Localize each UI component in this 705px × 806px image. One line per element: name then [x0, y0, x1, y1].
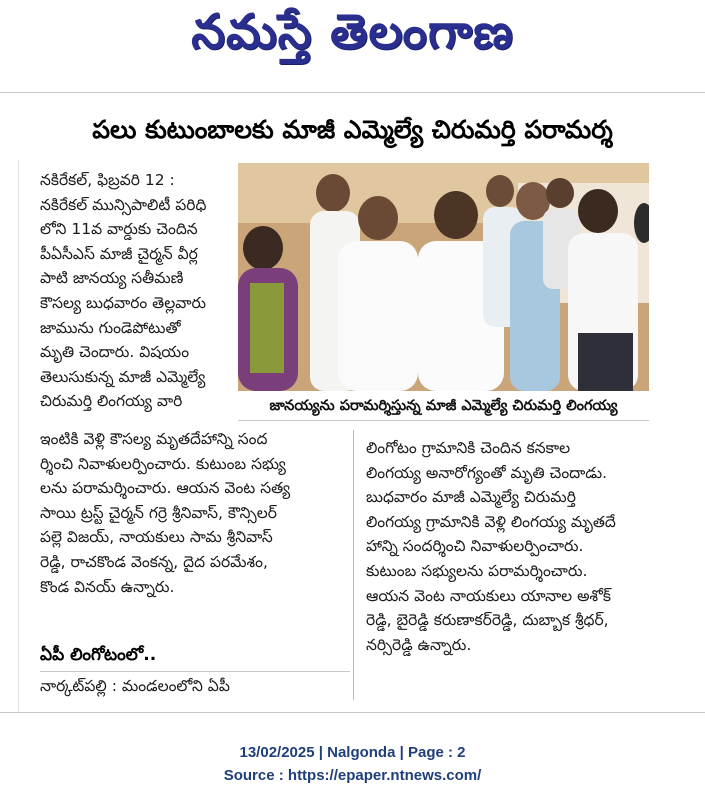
- footer-source: Source : https://epaper.ntnews.com/: [223, 767, 482, 784]
- column-divider: [353, 430, 354, 700]
- text-line: నకిరేకల్, ఫిబ్రవరి 12 :: [40, 171, 175, 189]
- text-line: హాన్ని సందర్శించి నివాళులర్పించారు.: [366, 537, 584, 556]
- text-line: లోని 11వ వార్డుకు చెందిన: [40, 220, 198, 239]
- text-line: పల్లె విజయ్, నాయకులు సామ శ్రీనివాస్: [40, 528, 273, 547]
- text-line: లింగయ్య గ్రామానికి వెళ్లి లింగయ్య మృతదే: [366, 512, 616, 531]
- caption-divider: [238, 420, 649, 421]
- article-headline: పలు కుటుంబాలకు మాజీ ఎమ్మెల్యే చిరుమర్తి పరామర్శ: [92, 115, 613, 144]
- text-line: పాటి జానయ్య సతీమణి: [40, 269, 184, 288]
- page-bottom-rule: [0, 712, 705, 713]
- subhead-divider: [40, 671, 350, 672]
- text-line: లింగయ్య అనారోగ్యంతో మృతి చెందాడు.: [366, 463, 608, 482]
- newspaper-logo: నమస్తే తెలంగాణ: [191, 4, 514, 60]
- article-subhead: ఏపీ లింగోటంలో..: [40, 645, 157, 665]
- masthead-divider: [0, 92, 705, 93]
- text-line: బుధవారం మాజీ ఎమ్మెల్యే చిరుమర్తి: [366, 488, 576, 507]
- text-line: జామును గుండెపోటుతో: [40, 318, 181, 337]
- text-line: సాయి ట్రస్ట్ చైర్మన్ గర్రె శ్రీనివాస్, కౌన్సిలర్: [40, 503, 277, 522]
- text-line: నకిరేకల్ మున్సిపాలిటీ పరిధి: [40, 195, 207, 214]
- article-column-1-tail: [40, 674, 350, 699]
- article-column-2: [366, 436, 666, 657]
- text-line: నార్కట్‌పల్లి : మండలంలోని ఏపీ: [40, 677, 230, 695]
- text-line: చిరుమర్తి లింగయ్య వారి: [40, 392, 183, 411]
- text-line: లను పరామర్శించారు. ఆయన వెంట సత్య: [40, 479, 291, 498]
- article-photo: [238, 163, 649, 391]
- photo-caption: జానయ్యను పరామర్శిస్తున్న మాజీ ఎమ్మెల్యే చిరుమర్తి లింగయ్య: [269, 398, 618, 414]
- article-column-1-top: [40, 168, 230, 414]
- text-line: ర్శించి నివాళులర్పించారు. కుటుంబ సభ్యు: [40, 454, 286, 473]
- text-line: లింగోటం గ్రామానికి చెందిన కనకాల: [366, 439, 571, 457]
- article-column-1-bottom: [40, 427, 350, 599]
- footer-meta: 13/02/2025 | Nalgonda | Page : 2: [239, 744, 466, 761]
- text-line: పీఏసీఎస్ మాజీ చైర్మన్ వీర్ల: [40, 244, 198, 263]
- text-line: ఇంటికి వెళ్లి కౌసల్య మృతదేహాన్ని సంద: [40, 430, 268, 448]
- text-line: కౌసల్య బుధవారం తెల్లవారు: [40, 293, 207, 312]
- text-line: కొండ వినయ్ ఉన్నారు.: [40, 577, 175, 596]
- text-line: కుటుంబ సభ్యులను పరామర్శించారు.: [366, 561, 588, 580]
- text-line: మృతి చెందారు. విషయం: [40, 343, 190, 362]
- text-line: ఆయన వెంట నాయకులు యానాల అశోక్: [366, 586, 612, 605]
- photo-illustration: [238, 163, 649, 391]
- text-line: తెలుసుకున్న మాజీ ఎమ్మెల్యే: [40, 367, 206, 386]
- text-line: నర్సిరెడ్డి ఉన్నారు.: [366, 635, 472, 654]
- text-line: రెడ్డి, బైరెడ్డి కరుణాకర్‌రెడ్డి, దుబ్బాక శ్రీధర్,: [366, 611, 609, 630]
- masthead: [0, 0, 705, 84]
- text-line: రెడ్డి, రాచకొండ వెంకన్న, దైద పరమేశం,: [40, 552, 268, 571]
- left-frame-line: [18, 160, 19, 712]
